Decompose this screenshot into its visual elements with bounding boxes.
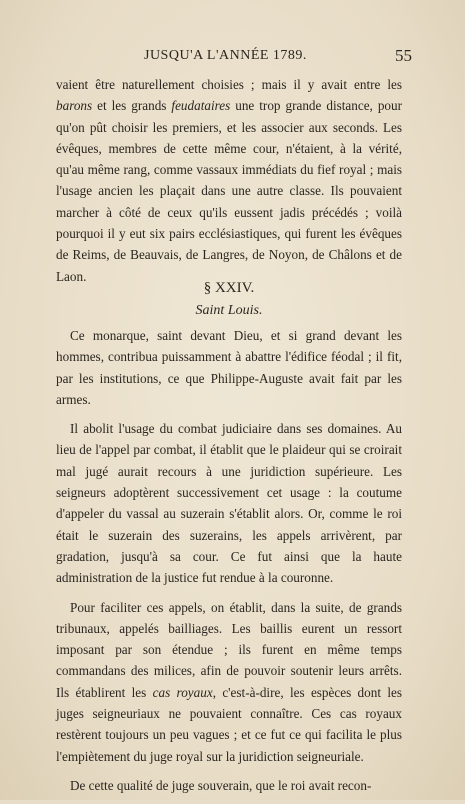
italic-term-barons: barons — [56, 98, 93, 114]
text-run: Pour faciliter ces appels, on établit, dans la suite, de grands tribunaux, appelés bailliages. Les baillis eurent un ressort imposant par son étendue ; ils furent en même temps commandans des milices, afin de pouvoir soutenir leurs arrêts. Ils établirent les — [56, 599, 402, 700]
paragraph: Il abolit l'usage du combat judiciaire dans ses domaines. Au lieu de l'appel par combat, il établit que le plaideur qui se croirait mal jugé aurait recours à une juridiction supérieure. Les seigneurs adoptèrent successivement cet usage : la coutume d'appeler du vassal au suzerain s'établit alors. Or, comme le roi était le suzerain des suzerains, les appels arrivèrent, par gradation, jusqu'à sa cour. Ce fut ainsi que la haute administration de la justice fut rendue à la couronne. — [56, 421, 402, 586]
running-title: JUSQU'A L'ANNÉE 1789. — [144, 48, 307, 63]
section-heading: § XXIV. — [203, 280, 255, 296]
opening-paragraph — [56, 74, 402, 287]
italic-term-feudataires: feudataires — [171, 98, 231, 114]
paragraph: Ce monarque, saint devant Dieu, et si grand devant les hommes, contribua puissamment à abattre l'édifice féodal ; il fit, par les institutions, ce que Philippe-Auguste avait fait par les armes. — [56, 328, 402, 407]
section-subtitle: Saint Louis. — [195, 303, 263, 318]
text-run: , c'est-à-dire, les espèces dont les juges seigneuriaux ne pouvaient connaître. Ces cas royaux restèrent toujours un peu vagues ; et ce fut ce qui facilita le plus l'empiètement du juge royal sur la juridiction seigneuriale. — [56, 684, 402, 764]
page-number: 55 — [395, 46, 412, 65]
section-body — [56, 325, 402, 804]
text-run: vaient être naturellement choisies ; mais il y avait entre les — [56, 77, 402, 92]
paragraph: De cette qualité de juge souverain, que le roi avait recon- — [70, 777, 372, 793]
text-run: une trop grande distance, pour qu'on pût choisir les premiers, et les associer aux seconds. Les évêques, membres de cette même cour, n'étaient, à la vérité, qu'au même rang, comme vassaux immédiats du fief royal ; mais l'usage ancien les plaçait dans une autre classe. Ils pouvaient marcher à côté de ceux qu'ils eussent jadis précédés ; voilà pourquoi il y eut six pairs ecclésiastiques, qui furent les évêques de Reims, de Beauvais, de Langres, de Noyon, de Châlons et de Laon. — [56, 98, 403, 284]
paragraph — [56, 597, 402, 767]
text-run: et les grands — [92, 98, 172, 114]
italic-term-cas-royaux: cas royaux — [152, 684, 213, 700]
page-header — [114, 46, 414, 68]
